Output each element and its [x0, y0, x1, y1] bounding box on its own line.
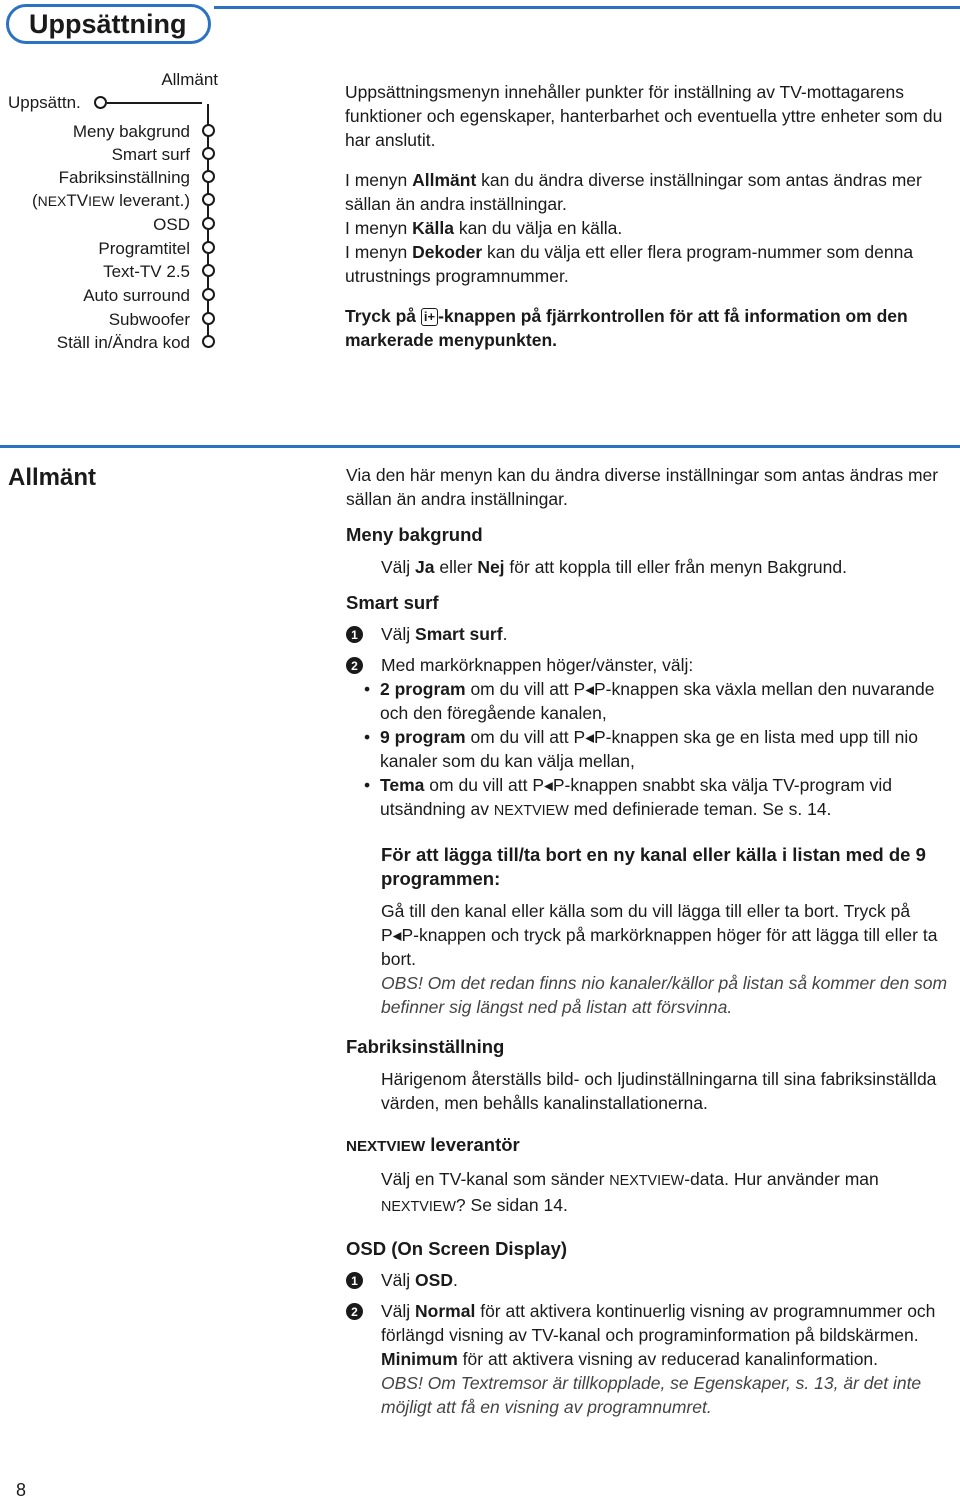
menu-tree-node	[202, 288, 215, 301]
menu-tree-top-label: Allmänt	[161, 70, 218, 89]
nextview-heading: NEXTVIEW leverantör	[346, 1134, 520, 1155]
menu-tree-item: Ställ in/Ändra kod	[56, 333, 190, 352]
page-number: 8	[16, 1480, 27, 1500]
smart-surf-sub-heading: För att lägga till/ta bort en ny kanal eller källa i listan med de 9 programmen:	[381, 844, 926, 889]
smart-surf-step-2: 2 Med markörknappen höger/vänster, välj:	[346, 653, 951, 677]
intro-text	[345, 80, 955, 368]
menu-tree-node	[202, 217, 215, 230]
menu-tree-root-label: Uppsättn.	[8, 93, 81, 112]
menu-tree-root-connector	[107, 102, 202, 104]
step-number-icon: 1	[346, 626, 363, 643]
step-number-icon: 1	[346, 1272, 363, 1289]
intro-info-instruction: Tryck på i+ -knappen på fjärrkontrollen för att få information om den markerade menypunkten.	[345, 306, 908, 350]
osd-step-1: 1 Välj OSD.	[346, 1268, 951, 1292]
intro-paragraph: I menyn Allmänt kan du ändra diverse inställningar som antas ändras mer sällan än andra inställningar.	[345, 170, 922, 214]
smart-surf-bullet: • Tema om du vill att P◂P-knappen snabbt ska välja TV-program vid utsändning av NEXTVIEW med definierade teman. Se s. 14.	[364, 775, 892, 819]
section-rule	[0, 445, 960, 448]
osd-step-2: 2 Välj Normal för att aktivera kontinuerlig visning av programnummer och förlängd visning av TV-kanal och programinformation på bildskärmen. Minimum för att aktivera visning av reducerad kanalinformation.	[346, 1299, 951, 1371]
section-body	[346, 463, 951, 1419]
menu-tree-item: Fabriksinställning	[58, 168, 190, 187]
meny-bakgrund-heading: Meny bakgrund	[346, 524, 483, 545]
menu-tree-item: Programtitel	[98, 239, 190, 258]
fabriks-heading: Fabriksinställning	[346, 1036, 505, 1057]
intro-paragraph: Uppsättningsmenyn innehåller punkter för inställning av TV-mottagarens funktioner och egenskaper, hanterbarhet och eventuella yttre enheter som du har anslutit.	[345, 82, 943, 150]
step-number-icon: 2	[346, 657, 363, 674]
info-key-icon: i+	[421, 308, 438, 326]
menu-tree-node	[202, 193, 215, 206]
menu-tree-node	[202, 147, 215, 160]
menu-tree-item: Auto surround	[83, 286, 190, 305]
menu-tree-item: Text-TV 2.5	[103, 262, 190, 281]
menu-tree-item: (NEXTVIEW leverant.)	[32, 191, 190, 210]
menu-tree-item: OSD	[153, 215, 190, 234]
meny-bakgrund-text: Välj Ja eller Nej för att koppla till eller från menyn Bakgrund.	[381, 557, 847, 577]
smart-surf-heading: Smart surf	[346, 592, 439, 613]
smart-surf-bullet: • 9 program om du vill att P◂P-knappen ska ge en lista med upp till nio kanaler som du kan välja mellan,	[364, 727, 918, 771]
smart-surf-sub-text: Gå till den kanal eller källa som du vill lägga till eller ta bort. Tryck på P◂P-knappen och tryck på markörknappen höger för att lägga till eller ta bort.	[381, 901, 938, 969]
nextview-text: Välj en TV-kanal som sänder NEXTVIEW-data. Hur använder man NEXTVIEW? Se sidan 14.	[381, 1169, 879, 1215]
step-number-icon: 2	[346, 1303, 363, 1320]
smart-surf-bullet: • 2 program om du vill att P◂P-knappen ska växla mellan den nuvarande och den föregående kanalen,	[364, 679, 935, 723]
section-heading: Allmänt	[8, 464, 97, 491]
menu-tree-node	[202, 241, 215, 254]
fabriks-text: Härigenom återställs bild- och ljudinställningarna till sina fabriksinställda värden, men behålls kanalinstallationerna.	[381, 1069, 937, 1113]
title-rule	[214, 6, 960, 9]
menu-tree-item: Meny bakgrund	[72, 122, 190, 141]
smart-surf-note: OBS! Om det redan finns nio kanaler/källor på listan så kommer den som befinner sig längst ned på listan att försvinna.	[381, 973, 948, 1017]
section-lead: Via den här menyn kan du ändra diverse inställningar som antas ändras mer sällan än andra inställningar.	[346, 465, 939, 509]
menu-tree-node	[202, 170, 215, 183]
menu-tree-item: Smart surf	[111, 145, 190, 164]
menu-tree-node	[202, 124, 215, 137]
osd-note: OBS! Om Textremsor är tillkopplade, se Egenskaper, s. 13, är det inte möjligt att få en visning av programnumret.	[381, 1373, 922, 1417]
smart-surf-step-1: 1 Välj Smart surf.	[346, 622, 951, 646]
intro-paragraph: I menyn Dekoder kan du välja ett eller flera program-nummer som denna utrustnings programnummer.	[345, 242, 914, 286]
menu-tree-node	[202, 264, 215, 277]
intro-paragraph: I menyn Källa kan du välja en källa.	[345, 218, 623, 238]
menu-tree-diagram	[0, 66, 230, 366]
page-title: Uppsättning	[6, 4, 211, 44]
menu-tree-node	[202, 312, 215, 325]
menu-tree-root-node	[94, 96, 107, 109]
osd-heading: OSD (On Screen Display)	[346, 1238, 568, 1259]
menu-tree-item: Subwoofer	[108, 310, 190, 329]
menu-tree-node	[202, 335, 215, 348]
